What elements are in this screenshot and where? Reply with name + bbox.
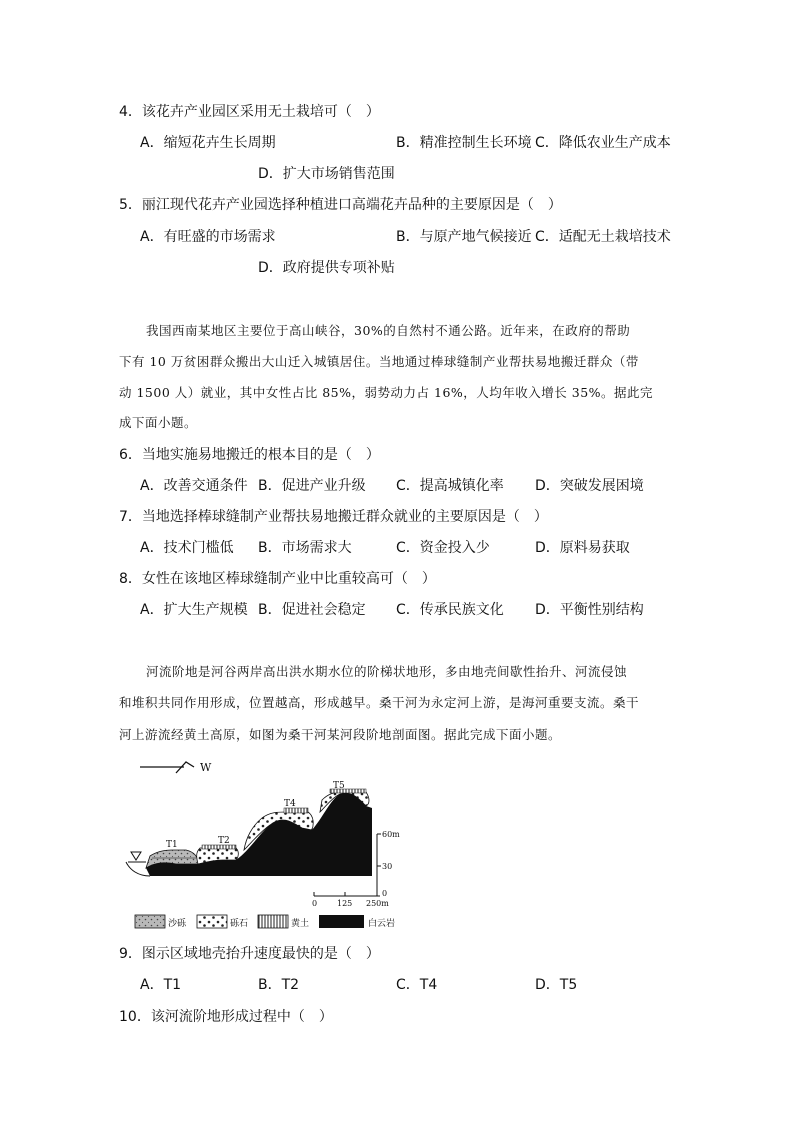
q6-option-a: A．改善交通条件 — [140, 478, 248, 494]
direction-label: W — [200, 761, 212, 774]
q4-stem: 4．该花卉产业园区采用无土栽培可（ ） — [119, 104, 380, 120]
q4-option-a: A．缩短花卉生长周期 — [140, 135, 276, 151]
q10-stem: 10．该河流阶地形成过程中（ ） — [119, 1009, 333, 1025]
q6-option-c: C．提高城镇化率 — [396, 478, 504, 494]
q8-option-d: D．平衡性别结构 — [535, 602, 644, 618]
water-level-symbol — [128, 852, 146, 862]
q4-option-c: C．降低农业生产成本 — [535, 135, 671, 151]
hscale-label-0: 0 — [312, 899, 318, 908]
q5-option-b: B．与原产地气候接近 — [396, 229, 532, 245]
legend-label-gravel: 砾石 — [230, 919, 249, 929]
terrace-label-t5: T5 — [333, 781, 345, 791]
terrace-label-t4: T4 — [284, 799, 296, 809]
hscale-label-125: 125 — [337, 899, 353, 908]
q8-option-a: A．扩大生产规模 — [140, 602, 248, 618]
q9-option-a: A．T1 — [140, 977, 182, 993]
terrace-label-t2: T2 — [218, 836, 230, 846]
q8-option-b: B．促进社会稳定 — [258, 602, 366, 618]
vscale-label-mid: 30 — [382, 862, 393, 871]
passage2-line-1: 我国西南某地区主要位于高山峡谷，30%的自然村不通公路。近年来，在政府的帮助 — [146, 323, 631, 338]
passage3-line-1: 河流阶地是河谷两岸高出洪水期水位的阶梯状地形，多由地壳间歇性抬升、河流侵蚀 — [146, 664, 628, 679]
legend-label-sand: 沙砾 — [168, 919, 187, 929]
passage2-line-4: 成下面小题。 — [119, 415, 198, 430]
q5-stem: 5．丽江现代花卉产业园选择种植进口高端花卉品种的主要原因是（ ） — [119, 197, 562, 213]
q9-option-d: D．T5 — [535, 977, 578, 993]
q5-option-c: C．适配无土栽培技术 — [535, 229, 671, 245]
terrace-label-t1: T1 — [166, 840, 178, 850]
q6-stem: 6．当地实施易地搬迁的根本目的是（ ） — [119, 447, 380, 463]
hscale-label-250: 250m — [366, 899, 389, 908]
q7-option-b: B．市场需求大 — [258, 540, 352, 556]
q6-option-b: B．促进产业升级 — [258, 478, 366, 494]
q7-stem: 7．当地选择棒球缝制产业帮扶易地搬迁群众就业的主要原因是（ ） — [119, 509, 548, 525]
q9-option-b: B．T2 — [258, 977, 300, 993]
q4-option-b: B．精准控制生长环境 — [396, 135, 532, 151]
q7-option-d: D．原料易获取 — [535, 540, 630, 556]
passage2-line-3: 动 1500 人）就业，其中女性占比 85%，弱势动力占 16%，人均年收入增长 35%。据此完 — [119, 385, 654, 400]
q5-option-a: A．有旺盛的市场需求 — [140, 229, 276, 245]
vscale-label-zero: 0 — [382, 889, 388, 898]
q7-option-a: A．技术门槛低 — [140, 540, 234, 556]
passage2-line-2: 下有 10 万贫困群众搬出大山迁入城镇居住。当地通过棒球缝制产业帮扶易地搬迁群众（带 — [119, 354, 639, 369]
q4-option-d: D．扩大市场销售范围 — [258, 166, 395, 182]
q8-option-c: C．传承民族文化 — [396, 602, 504, 618]
passage3-line-3: 河上游流经黄土高原，如图为桑干河某河段阶地剖面图。据此完成下面小题。 — [119, 727, 562, 742]
horizontal-scale — [314, 892, 380, 896]
q8-stem: 8．女性在该地区棒球缝制产业中比重较高可（ ） — [119, 571, 436, 587]
passage3-line-2: 和堆积共同作用形成，位置越高，形成越早。桑干河为永定河上游，是海河重要支流。桑干 — [119, 695, 640, 710]
q6-option-d: D．突破发展困境 — [535, 478, 644, 494]
q5-option-d: D．政府提供专项补贴 — [258, 260, 395, 276]
q9-stem: 9．图示区域地壳抬升速度最快的是（ ） — [119, 946, 380, 962]
legend-label-dolomite: 白云岩 — [368, 919, 396, 929]
vertical-scale — [377, 834, 381, 896]
q7-option-c: C．资金投入少 — [396, 540, 490, 556]
q9-option-c: C．T4 — [396, 977, 438, 993]
vscale-label-top: 60m — [382, 830, 400, 839]
direction-arrow — [140, 762, 194, 773]
legend-label-loess: 黄土 — [291, 919, 310, 929]
